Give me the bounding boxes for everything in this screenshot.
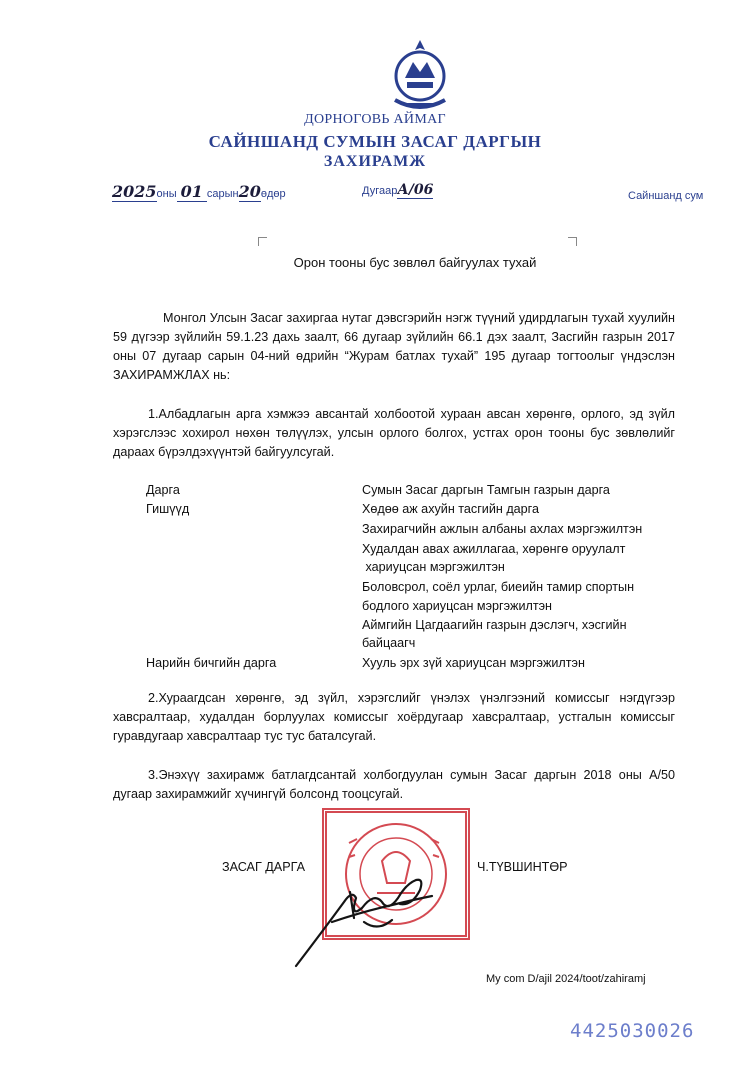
member-1: Хөдөө аж ахуйн тасгийн дарга bbox=[362, 502, 539, 516]
date-month-suffix: сарын bbox=[206, 188, 239, 200]
signer-name: Ч.ТҮВШИНТӨР bbox=[477, 860, 568, 874]
handwritten-signature bbox=[292, 862, 442, 972]
number-label: Дугаар bbox=[362, 185, 398, 197]
date-day-suffix: өдөр bbox=[260, 188, 286, 200]
item-2-paragraph bbox=[113, 689, 675, 746]
date-day: 20 bbox=[238, 182, 261, 201]
aimag-name: ДОРНОГОВЬ АЙМАГ bbox=[304, 112, 446, 127]
secretary-role: Нарийн бичгийн дарга bbox=[146, 656, 277, 670]
title-bracket-left bbox=[258, 237, 267, 246]
secretary-member: Хууль эрх зүй хариуцсан мэргэжилтэн bbox=[362, 656, 585, 670]
item-1-paragraph bbox=[113, 405, 675, 462]
date-year: 2025 bbox=[112, 182, 157, 201]
registration-number: 4425030026 bbox=[570, 1020, 695, 1042]
file-path-footer: My com D/ajil 2024/toot/zahiramj bbox=[486, 973, 646, 985]
date-year-suffix: оны bbox=[156, 188, 177, 200]
member-5-cont: байцаагч bbox=[362, 636, 416, 650]
document-title: Орон тооны бус зөвлөл байгуулах тухай bbox=[293, 255, 537, 270]
signer-position: ЗАСАГ ДАРГА bbox=[222, 860, 305, 874]
place: Сайншанд сум bbox=[628, 190, 704, 202]
members-role: Гишүүд bbox=[146, 502, 190, 516]
chair-member: Сумын Засаг даргын Тамгын газрын дарга bbox=[362, 483, 610, 497]
date-month: 01 bbox=[177, 182, 207, 202]
member-4: Боловсрол, соёл урлаг, биеийн тамир спортын bbox=[362, 580, 635, 594]
organization-name: САЙНШАНД СУМЫН ЗАСАГ ДАРГЫН bbox=[208, 132, 542, 151]
document-type: ЗАХИРАМЖ bbox=[323, 153, 427, 170]
date-line bbox=[112, 182, 286, 202]
item-3-text: 3.Энэхүү захирамж батлагдсантай холбогдуулан сумын Засаг даргын 2018 оны А/50 дугаар захирамжийг хүчингүй болсонд тооцсугай. bbox=[113, 768, 675, 801]
state-emblem-icon bbox=[385, 38, 455, 116]
item-2-text: 2.Хураагдсан хөрөнгө, эд зүйл, хэрэгслийг үнэлэх үнэлгээний комиссыг нэгдүгээр хавсралтаар, худалдан борлуулах комиссыг хоёрдугаар хавсралтаар, устгалын комиссыг гуравдугаар хавсралтаар тус тус баталсугай. bbox=[113, 691, 675, 743]
member-4-cont: бодлого хариуцсан мэргэжилтэн bbox=[362, 599, 552, 613]
member-5: Аймгийн Цагдаагийн газрын дэслэгч, хэсгийн bbox=[362, 618, 627, 632]
item-1-text: 1.Албадлагын арга хэмжээ авсантай холбоотой хураан авсан хөрөнгө, орлого, эд зүйл хэрэгслээс хохирол нөхөн төлүүлэх, улсын орлого болгох, устгах орон тооны бус зөвлөлийг дараах бүрэлдэхүүнтэй байгуулсугай. bbox=[113, 407, 675, 459]
member-3: Худалдан авах ажиллагаа, хөрөнгө оруулалт bbox=[362, 542, 626, 556]
chair-role: Дарга bbox=[146, 483, 180, 497]
member-2: Захирагчийн ажлын албаны ахлах мэргэжилтэн bbox=[362, 522, 643, 536]
number-line bbox=[362, 182, 433, 199]
intro-paragraph bbox=[113, 309, 675, 385]
title-bracket-right bbox=[568, 237, 577, 246]
intro-text: Монгол Улсын Засаг захиргаа нутаг дэвсгэрийн нэгж түүний удирдлагын тухай хуулийн 59 дүгээр зүйлийн 59.1.23 дахь заалт, 66 дугаар зүйлийн 66.1 дэх заалт, Засгийн газрын 2017 оны 07 дугаар сарын 04-ний өдрийн “Журам батлах тухай” 195 дугаар тогтоолыг үндэслэн ЗАХИРАМЖЛАХ нь: bbox=[113, 311, 675, 382]
number-value: А/06 bbox=[397, 182, 434, 198]
member-3-cont: хариуцсан мэргэжилтэн bbox=[362, 560, 505, 574]
item-3-paragraph bbox=[113, 766, 675, 804]
